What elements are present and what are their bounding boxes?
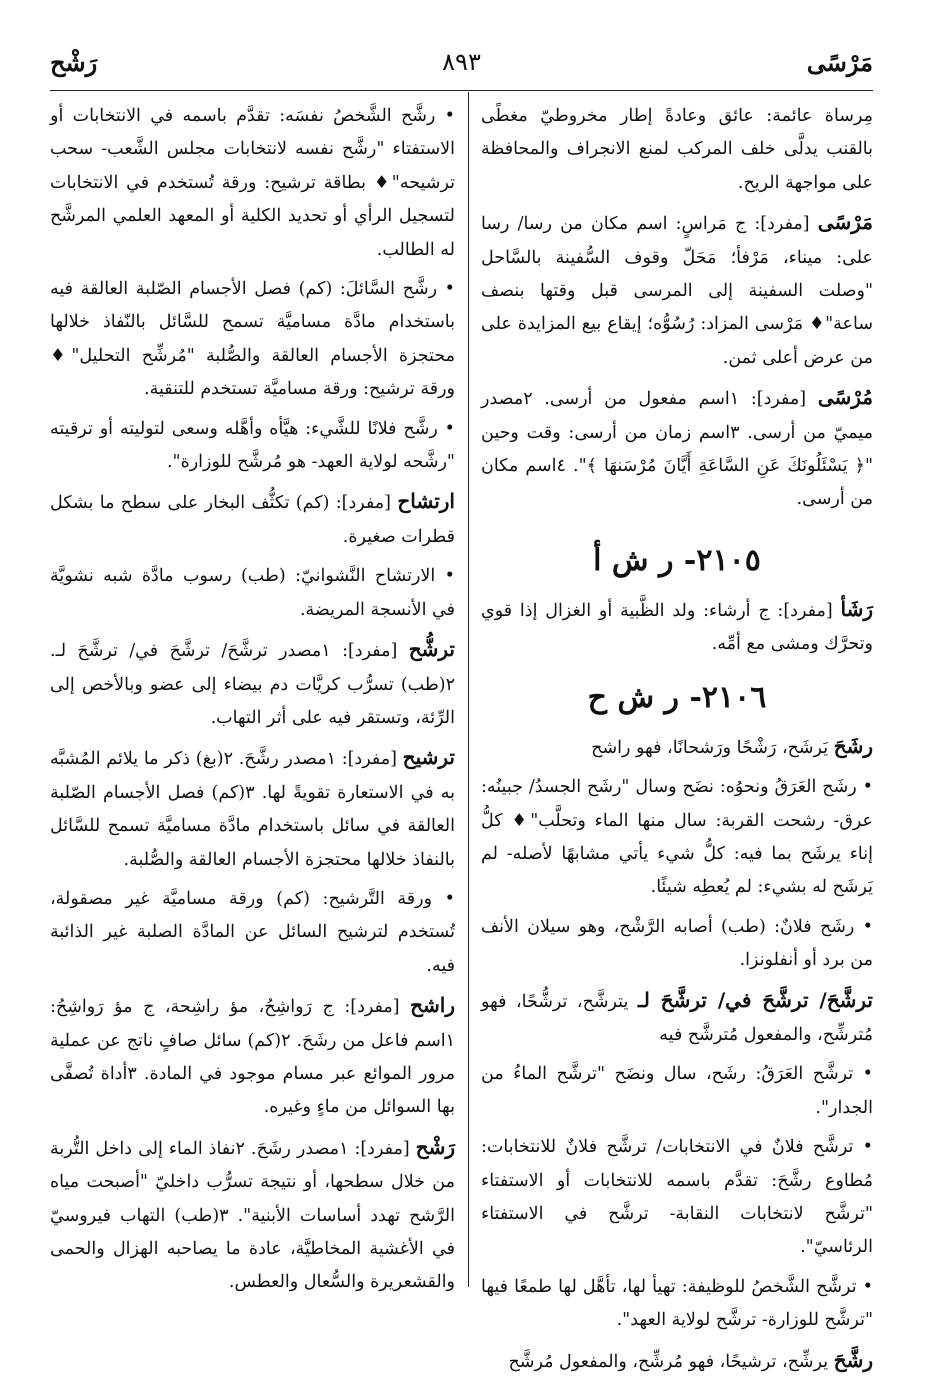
definition: [مفرد]: ١اسم مفعول من أرسى. ٢مصدر ميميّ من أرسى. ٣اسم زمان من أرسى: وقت وحين "﴿ يَسْئَلُونَكَ عَنِ السَّاعَةِ أَيَّانَ مُرْسَنهَا ﴾". ٤اسم مكان من أرسى. [481, 389, 873, 510]
entry-marsa [481, 206, 873, 375]
header-first-entry: مَرْسًى [806, 48, 873, 77]
column-divider [468, 92, 469, 1287]
sense: • ورقة التَّرشيح: (كم) ورقة مساميَّة غير مصقولة، تُستخدم لترشيح السائل عن المادَّة الصلبة غير الذائبة فيه. [50, 888, 455, 976]
entry-rashshaha [481, 1344, 873, 1379]
conjugation: يترشَّح، ترشُّحًا، فهو مُترشِّح، والمفعول مُترشَّح فيه [481, 991, 873, 1045]
header-rule [50, 90, 873, 91]
sense: • رشَح فلانٌ: (طب) أصابه الرَّشْح، وهو سيلان الأنف من برد أو أنفلونزا. [481, 916, 873, 971]
sense: • الارتشاح النَّشوانيّ: (طب) رسوب مادَّة شبه نشويَّة في الأنسجة المريضة. [50, 566, 455, 620]
sense: • ترشَّح فلانٌ في الانتخابات/ ترشَّح فلانٌ للانتخابات: مُطاوع رشَّحَ: تقدَّم باسمه للانتخابات أو الاستفتاء "ترشَّح لانتخابات النقابة- ترشَّح في الاستفتاء الرئاسيّ". [481, 1137, 873, 1258]
entry-continuation: مِرساة عائمة: عائق وعادةً إطار مخروطيّ مغطًى بالقنب يدلَّى خلف المركب لمنع الانجراف والمحافظة على مواجهة الريح. [481, 106, 873, 193]
headword: مَرْسًى [817, 210, 873, 235]
headword: رشَّحَ [833, 1347, 873, 1372]
left-column [50, 100, 455, 1306]
entry-tarshih [50, 741, 455, 877]
sense: • رشَح العَرَقُ ونحوُه: نضَح وسال "رشَح الجسدُ/ جبينُه: عرق- رشحت القربة: سال منها الماء وتحلَّب"♦ كلُّ إناء يرشَح بما فيه: كلُّ شيء يأتي مشابهًا لأصله- لم يَرشَح له بشيء: لم يُعطِه شيئًا. [481, 777, 873, 898]
entry-mursa [481, 381, 873, 517]
headword: رَشَأ [840, 596, 873, 621]
headword: ترشَّحَ/ ترشَّحَ في/ ترشَّحَ لـ [637, 987, 874, 1012]
definition: [مفرد]: ج مَراسٍ: اسم مكان من رسا/ رسا على: ميناء، مَرْفأ؛ مَحَلّ وقوف السُّفينة بالسَّاحل "وصلت السفينة إلى المرسى قبل وقتها بنصف ساعة"♦ مَرْسى المزاد: رُسُوُّه؛ إيقاع بيع المزايدة على من عرض أعلى ثمن. [481, 214, 873, 368]
entry-rashih [50, 989, 455, 1125]
headword: مُرْسًى [817, 385, 873, 410]
page-header [50, 48, 873, 88]
headword: ارتشاح [397, 489, 455, 514]
entry-rashaha [481, 730, 873, 765]
definition: [مفرد]: ج رَواشِحُ، مؤ راشِحة، ج مؤ رَواشِحُ: ١اسم فاعل من رشَحَ. ٢(كم) سائل صافٍ ناتج عن عملية مرور الموائع عبر مسام موجود في المادة. ٣أداة تُصفَّى بها السوائل من ماءٍ وغيره. [50, 997, 455, 1118]
sense: • ترشَّح العَرَقُ: رشَح، سال ونضَح "ترشَّح الماءُ من الجدار". [481, 1064, 873, 1118]
conjugation: يرشِّح، ترشيحًا، فهو مُرشِّح، والمفعول مُرشَّح [508, 1351, 829, 1372]
conjugation: يَرشَح، رَشْحًا ورَشحانًا، فهو راشح [591, 737, 829, 758]
definition: [مفرد]: ج أرشاء: ولد الظَّبية أو الغزال إذا قوي وتحرَّك ومشى مع أمِّه. [481, 600, 873, 655]
entry-tarashshaha [481, 984, 873, 1053]
headword: ترشيح [402, 745, 455, 770]
header-last-entry: رَشْح [50, 48, 98, 77]
page-number: ٨٩٣ [442, 48, 481, 76]
definition: [مفرد]: ١مصدر رشَّحَ. ٢(بغ) ذكر ما يلائم المُشبَّه به في الاستعارة تقويةً لها. ٣(كم) فصل الأجسام الصّلبة العالقة في سائل باستخدام مادَّة مساميَّة تسمح للسَّائل بالنفاذ خلالها محتجزة الأجسام العالقة والصُّلبة. [50, 749, 455, 870]
entry-rasha [481, 593, 873, 662]
root-section-heading: ٢١٠٥- ر ش أ [593, 542, 761, 578]
sense: • رشَّح السَّائلَ: (كم) فصل الأجسام الصّلبة العالقة فيه باستخدام مادَّة مساميَّة تسمح للسَّائل بالنّفاذ خلالها محتجزة الأجسام العالقة والصُّلبة "مُرشِّح التحليل"♦ ورقة ترشيح: ورقة مساميَّة تستخدم للتنقية. [50, 279, 455, 400]
headword: ترشُّح [408, 637, 455, 662]
sense: • رشَّح الشَّخصُ نفسَه: تقدَّم باسمه في الانتخابات أو الاستفتاء "رشَّح نفسه لانتخابات مجلس الشَّعب- سحب ترشيحه"♦ بطاقة ترشيح: ورقة تُستخدم في الانتخابات لتسجيل الرأي أو تحديد الكلية أو المعهد العلمي المرشَّح له الطالب. [50, 106, 455, 260]
sense: • رشَّح فلانًا للشَّيء: هيَّأه وأهَّله وسعى لتوليته أو ترقيته "رشَّحه لولاية العهد- هو مُرشَّح للوزارة". [50, 418, 455, 473]
entry-irtishah [50, 485, 455, 554]
right-column [481, 100, 873, 1385]
definition: [مفرد]: ١مصدر ترشَّحَ/ ترشَّحَ في/ ترشَّحَ لـ. ٢(طب) تسرُّب كريَّات دم بيضاء إلى عضو وبالأخص إلى الرِّئة، وتستقر فيه على أثر التهاب. [50, 641, 455, 728]
sense: • ترشَّح الشَّخصُ للوظيفة: تهيأ لها، تأهَّل لها طمعًا فيها "ترشَّح للوزارة- ترشَّح لولاية العهد". [481, 1276, 873, 1331]
headword: راشح [410, 993, 455, 1018]
headword: رَشْح [415, 1134, 455, 1159]
root-section-heading: ٢١٠٦- ر ش ح [587, 679, 767, 715]
entry-rashh [50, 1131, 455, 1300]
entry-tarashshuh [50, 633, 455, 735]
headword: رشَحَ [833, 733, 873, 758]
definition: [مفرد]: (كم) تكثُّف البخار على سطح ما بشكل قطرات صغيرة. [50, 493, 455, 547]
definition: [مفرد]: ١مصدر رشَحَ. ٢نفاذ الماء إلى داخل التُّربة من خلال سطحها، أو نتيجة تسرُّب داخليّ "أصبحت مياه الرَّشح تهدد أساسات الأبنية". ٣(طب) التهاب فيروسيّ في الأغشية المخاطيَّة، عادة ما يصاحبه الهزال والحمى والقشعريرة والسُّعال والعطس. [50, 1138, 455, 1293]
